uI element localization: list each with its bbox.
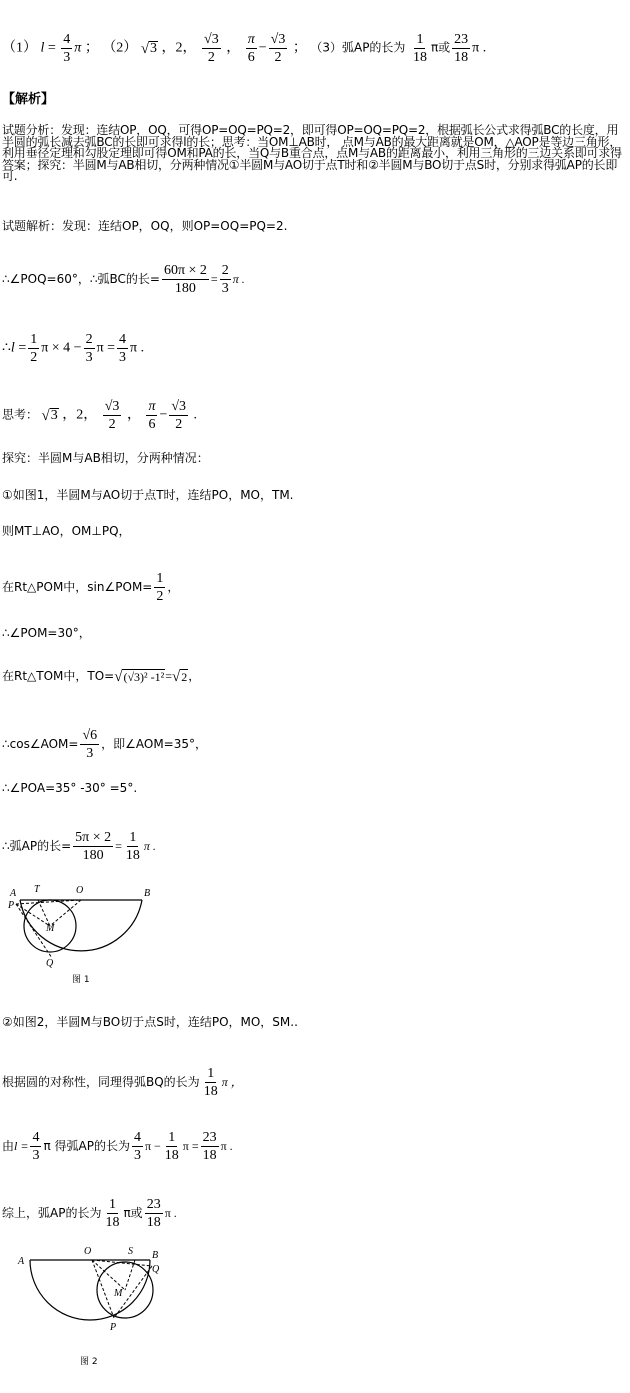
sum-frac-2: $\frac{23}{18}$ (146, 1197, 161, 1230)
fig2-label-q: Q (152, 1264, 160, 1275)
from-line: 由l = $\frac{4}{3}$ π 得弧AP的长为 $\frac{4}{3}$ π − $\frac{1}{18}$ π = $\frac{23}{18}$ π . (2, 1130, 233, 1163)
from-frac-b: $\frac{1}{18}$ (164, 1130, 179, 1163)
figure-2 (14, 1240, 174, 1375)
explore-line: 探究：半圆M与AB相切，分两种情况： (2, 451, 209, 465)
ap-result-frac: $\frac{1}{18}$ (125, 830, 140, 863)
to-line: 在Rt△TOM中，TO= √ (√3)² -1² = √ 2 ， (2, 669, 201, 685)
fig2-label-m: M (114, 1288, 123, 1299)
analysis-heading: 【解析】 (2, 92, 55, 107)
case2-line: ②如图2，半圆M与BO切于点S时，连结PO，MO，SM.. (2, 1015, 298, 1029)
summary-line: 综上，弧AP的长为 $\frac{1}{18}$ π或 $\frac{23}{18}$ π . (2, 1197, 177, 1230)
answer-frac-4-3: $\frac{4}{3}$ (63, 32, 71, 65)
think-frac-sqrt3-2: $\frac{√3}{2}$ (104, 399, 120, 432)
answer-frac-1-18: $\frac{1}{18}$ (412, 32, 427, 65)
poq-line: ∴∠POQ=60°，∴弧BC的长= $\frac{60\pi \times 2}{180}$ = $\frac{2}{3}$ π . (2, 263, 245, 296)
answer-pi: π (74, 40, 82, 56)
from-frac-a: $\frac{4}{3}$ (133, 1130, 141, 1163)
answer-end: π . (472, 40, 487, 56)
cos-frac: $\frac{√6}{3}$ (82, 728, 98, 761)
ap-line: ∴弧AP的长= $\frac{5\pi \times 2}{180}$ = $\frac{1}{18}$ π . (2, 830, 156, 863)
to-sqrt2: √ 2 (172, 669, 188, 685)
fig1-label-m: M (46, 923, 55, 934)
fig2-label-s: S (128, 1246, 133, 1257)
symmetry-line: 根据圆的对称性，同理得弧BQ的长为 $\frac{1}{18}$ π ， (2, 1066, 243, 1099)
think-line: 思考： √ 3 ，2， $\frac{√3}{2}$ ， $\frac{\pi}{6}$ − $\frac{√3}{2}$ . (2, 399, 198, 432)
answer-part1-label: （1） (2, 40, 37, 56)
pom-line: ∴∠POM=30°， (2, 626, 91, 640)
answer-comma1: ， (161, 40, 176, 56)
fig1-label-o: O (76, 885, 84, 896)
fig1-semicircle (20, 900, 142, 951)
answer-frac-sqrt3-2: $\frac{√3}{2}$ (204, 32, 219, 65)
fig1-caption: 图 1 (72, 975, 90, 985)
answer-or: π或 (430, 40, 451, 55)
answer-frac-pi-6: $\frac{\pi}{6}$ (247, 32, 255, 65)
think-sqrt3: √ 3 (41, 408, 58, 424)
answer-sqrt3: √ 3 (140, 41, 158, 57)
answer-frac-23-18: $\frac{23}{18}$ (454, 32, 469, 65)
fig2-label-b: B (152, 1250, 159, 1261)
from-frac-4-3: $\frac{4}{3}$ (32, 1130, 40, 1163)
answer-sep2: ； (292, 40, 307, 56)
fig2-label-o: O (84, 1246, 92, 1257)
ap-frac: $\frac{5\pi \times 2}{180}$ (75, 830, 112, 863)
poq-frac: $\frac{60\pi \times 2}{180}$ (163, 263, 207, 296)
answer-minus: − (258, 40, 267, 56)
analysis-paragraph: 试题分析：发现：连结OP，OQ，可得OP=OQ=PQ=2，即可得OP=OQ=PQ=2，根据弧长公式求得弧BC的长度，用半圆的弧长减去弧BC的长即可求得l的长；思考：当OM⊥AB时， 点M与AB的最大距离就是OM，△AOP是等边三角形，利用垂径定理和勾股定理即可得OM和PA的长，当Q与B重合点，点M与AB的距离最小，利用三角形的三边关系即可求得答案；探究：半圆M与AB相切，分两种情况①半圆M与AO切于点T时和②半圆M与BO切于点S时，分别求得弧AP的长即可. (2, 123, 622, 183)
cos-line: ∴cos∠AOM= $\frac{√6}{3}$ ，即∠AOM=35°， (2, 728, 208, 761)
solution-intro: 试题解析：发现：连结OP，OQ，则OP=OQ=PQ=2. (2, 219, 288, 233)
sin-frac: $\frac{1}{2}$ (156, 571, 164, 604)
answer-l-symbol: l (40, 40, 45, 56)
answer-sep1: ； (84, 40, 99, 56)
answer-frac-sqrt3-2b: $\frac{√3}{2}$ (270, 32, 286, 65)
l-frac-2-3: $\frac{2}{3}$ (85, 332, 93, 365)
l-frac-4-3: $\frac{4}{3}$ (119, 332, 127, 365)
answer-comma3: ， (226, 40, 241, 56)
think-frac-pi-6: $\frac{\pi}{6}$ (148, 399, 156, 432)
sum-frac-1: $\frac{1}{18}$ (105, 1197, 120, 1230)
sym-frac: $\frac{1}{18}$ (203, 1066, 218, 1099)
fig2-label-a: A (18, 1256, 25, 1267)
fig2-caption: 图 2 (80, 1357, 98, 1367)
perp-line: 则MT⊥AO，OM⊥PQ， (2, 524, 131, 538)
answer-line (2, 31, 486, 66)
answer-part3-label: （3）弧AP的长为 (310, 40, 406, 55)
case1-line: ①如图1，半圆M与AO切于点T时，连结PO，MO，TM. (2, 488, 294, 502)
answer-two: 2 (175, 40, 183, 56)
sin-line: 在Rt△POM中，sin∠POM= $\frac{1}{2}$ ， (2, 571, 180, 604)
fig2-semicircle (30, 1260, 150, 1320)
fig1-label-t: T (34, 884, 40, 895)
figure-1 (8, 882, 158, 987)
fig1-label-a: A (10, 888, 17, 899)
l-frac-1-2: $\frac{1}{2}$ (30, 332, 38, 365)
l-computation-line: ∴l = $\frac{1}{2}$ π × 4 − $\frac{2}{3}$ π = $\frac{4}{3}$ π . (2, 332, 145, 365)
poq-result-frac: $\frac{2}{3}$ (221, 263, 229, 296)
poa-line: ∴∠POA=35° -30° =5°. (2, 781, 138, 795)
fig1-label-p: P (8, 900, 15, 911)
from-frac-c: $\frac{23}{18}$ (202, 1130, 217, 1163)
fig1-label-b: B (144, 888, 151, 899)
to-sqrt: √ (√3)² -1² (114, 669, 165, 685)
answer-eq: = (47, 40, 56, 56)
fig2-label-p: P (110, 1322, 117, 1333)
think-frac-sqrt3-2b: $\frac{√3}{2}$ (171, 399, 187, 432)
answer-comma2: ， (182, 40, 197, 56)
answer-part2-label: （2） (102, 40, 138, 56)
fig1-label-q: Q (46, 958, 54, 969)
